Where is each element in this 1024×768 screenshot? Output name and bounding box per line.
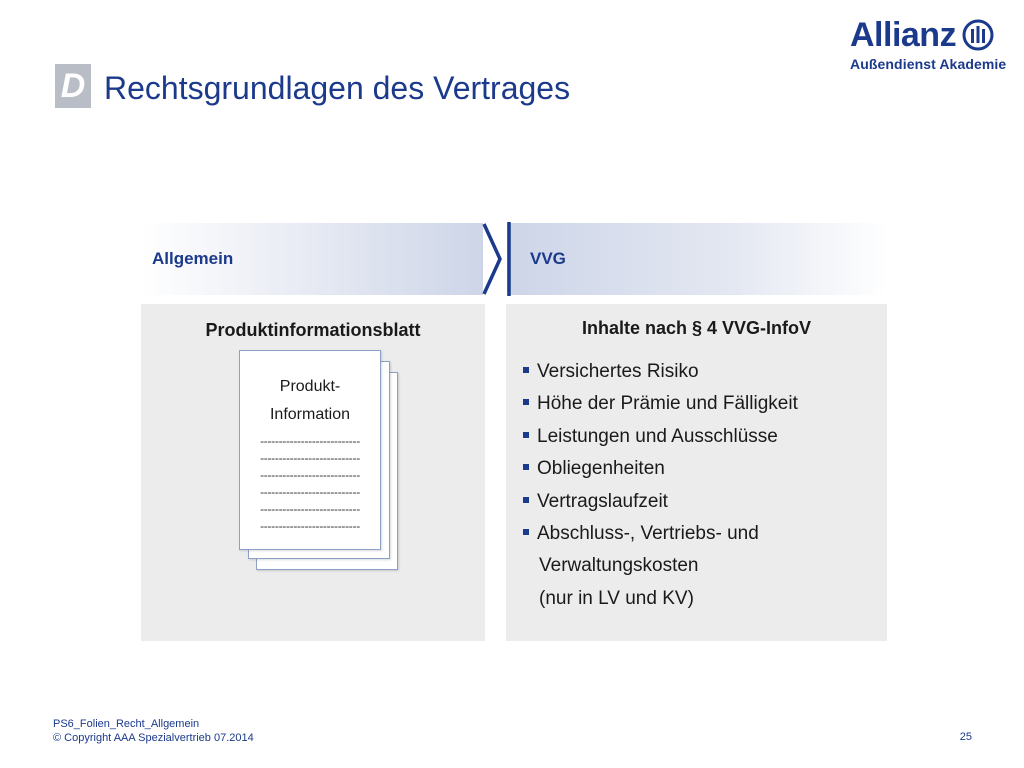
page-number: 25 — [959, 731, 972, 743]
dash-line: --------------------------- — [260, 502, 360, 516]
list-item: Versichertes Risiko — [523, 356, 798, 388]
section-letter-badge: D — [55, 64, 91, 108]
dash-line: --------------------------- — [260, 451, 360, 465]
content-bullet-list — [523, 356, 798, 615]
allianz-eagle-emblem-icon — [962, 19, 994, 51]
footer-file-name: PS6_Folien_Recht_Allgemein — [53, 718, 200, 730]
page-title: Rechtsgrundlagen des Vertrages — [104, 70, 571, 106]
left-panel-heading: Produktinformationsblatt — [205, 320, 421, 340]
list-item: Obliegenheiten — [523, 453, 798, 485]
tab-vvg-label: VVG — [530, 249, 566, 268]
square-bullet-icon — [523, 529, 529, 535]
list-item: Höhe der Prämie und Fälligkeit — [523, 388, 798, 420]
footer-copyright: © Copyright AAA Spezialvertrieb 07.2014 — [53, 732, 254, 744]
chevron-right-icon — [480, 222, 512, 296]
footer — [53, 717, 254, 745]
list-item: Leistungen und Ausschlüsse — [523, 421, 798, 453]
dash-line: --------------------------- — [260, 434, 360, 448]
product-information-document-icon — [239, 350, 381, 550]
logo-wordmark: Allianz — [850, 16, 957, 54]
logo-subtitle: Außendienst Akademie — [850, 56, 1007, 72]
document-dash-lines — [240, 433, 380, 535]
allianz-logo — [850, 16, 1007, 72]
square-bullet-icon — [523, 367, 529, 373]
list-item: Abschluss-, Vertriebs- und — [523, 518, 798, 550]
list-item-continuation: Verwaltungskosten — [539, 555, 699, 577]
square-bullet-icon — [523, 399, 529, 405]
list-item: Vertragslaufzeit — [523, 486, 798, 518]
document-title-line: Produkt- — [279, 378, 341, 395]
square-bullet-icon — [523, 464, 529, 470]
document-title-line: Information — [269, 406, 351, 423]
tab-allgemein-label: Allgemein — [152, 249, 234, 268]
dash-line: --------------------------- — [260, 485, 360, 499]
dash-line: --------------------------- — [260, 519, 360, 533]
right-panel-heading: Inhalte nach § 4 VVG-InfoV — [581, 318, 812, 338]
square-bullet-icon — [523, 432, 529, 438]
square-bullet-icon — [523, 497, 529, 503]
dash-line: --------------------------- — [260, 468, 360, 482]
list-item-continuation: (nur in LV und KV) — [539, 587, 694, 609]
